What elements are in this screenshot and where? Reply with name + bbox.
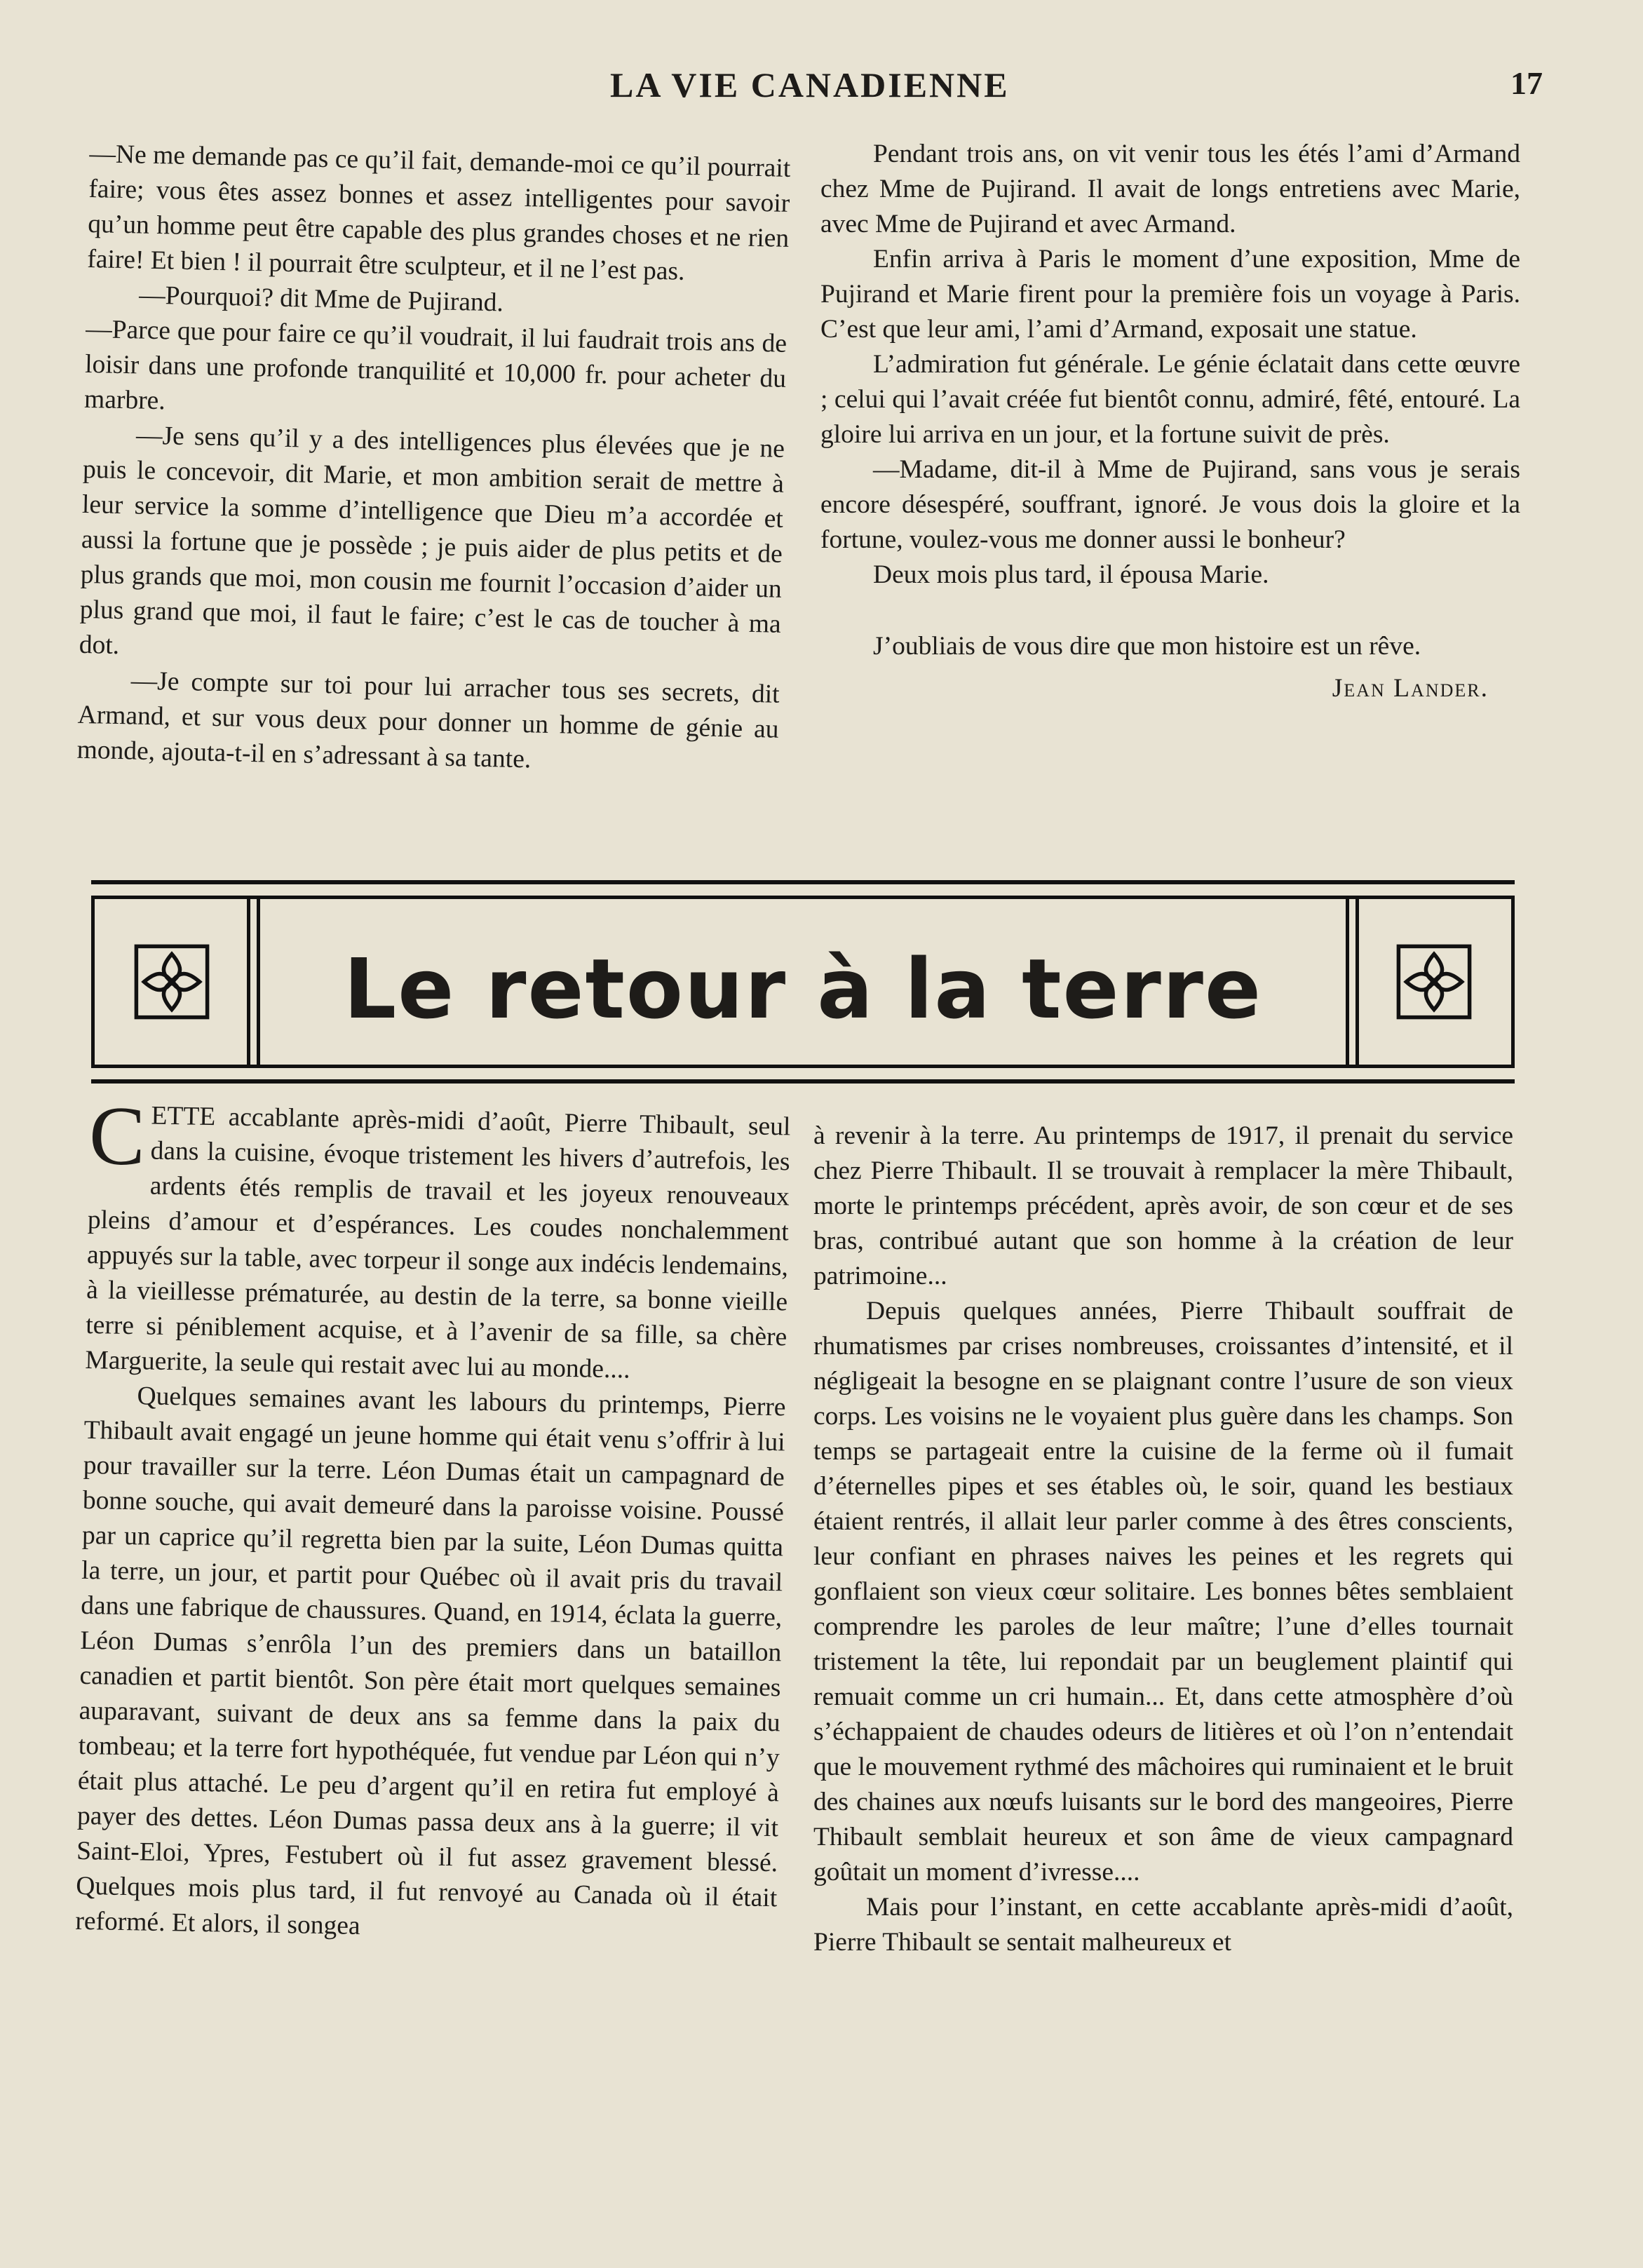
- paragraph: Quelques semaines avant les labours du printemps, Pierre Thibault avait engagé un jeune homme qui était venu s’offrir à lui pour travailler sur la terre. Léon Dumas était un campagnard de bonne souche, qui avait demeuré dans la paroisse voisine. Poussé par un caprice qu’il regretta bien par la suite, Léon Dumas quitta la terre, un jour, et partit pour Québec où il avait pris du travail dans une fabrique de chaussures. Quand, en 1914, éclata la guerre, Léon Dumas s’enrôla l’un des premiers dans un bataillon canadien et partit bientôt. Son père était mort quelques semaines auparavant, suivant de deux ans sa femme dans la paix du tombeau; et la terre fort hypothéquée, fut vendue par Léon qui n’y était plus attaché. Le peu d’argent qu’il en retira fut employé à payer des dettes. Léon Dumas passa deux ans à la guerre; il vit Saint-Eloi, Ypres, Festubert où il fut assez gravement blessé. Quelques mois plus tard, il fut renvoyé au Canada où il était reformé. Et alors, il songea: [75, 1382, 786, 1940]
- drop-cap: C: [88, 1088, 147, 1183]
- article-title-banner: [91, 880, 1515, 1084]
- author-signature: Jean Lander.: [1332, 674, 1489, 703]
- four-petal-ornament-icon: [1395, 943, 1473, 1020]
- paragraph-text: ETTE accablante après-midi d’août, Pierre Thibault, seul dans la cuisine, évoque tristement les hivers d’autrefois, les ardents étés remplis de travail et les joyeux renouveaux pleins d’amour et d’espérances. Les coudes nonchalemment appuyés sur la table, avec torpeur il songe aux indécis lendemains, à la vieillesse prématurée, au destin de la terre, sa bonne vieille terre si péniblement acquise, et à l’avenir de sa fille, sa chère Marguerite, la seule qui restait avec lui au monde....: [85, 1101, 791, 1384]
- paragraph: —Je sens qu’il y a des intelligences plus élevées que je ne puis le concevoir, dit Marie, et mon ambition serait de mettre à leur service la somme d’intelligence que Dieu m’a accordée et aussi la fortune que je possède ; je puis aider de plus petits et de plus grands que moi, mon cousin me fournit l’occasion d’aider un plus grand que moi, il faut le faire; c’est le cas de toucher à ma dot.: [79, 421, 785, 661]
- page-number: 17: [1510, 65, 1543, 101]
- paragraph: —Madame, dit-il à Mme de Pujirand, sans vous je serais encore désespéré, souffrant, ignoré. Je vous dois la gloire et la fortune, voulez-vous me donner aussi le bonheur?: [820, 455, 1520, 554]
- story-left-column: [76, 137, 791, 783]
- paragraph: Enfin arriva à Paris le moment d’une exposition, Mme de Pujirand et Marie firent pour la première fois un voyage à Paris. C’est que leur ami, l’ami d’Armand, exposait une statue.: [820, 245, 1520, 344]
- paragraph: à revenir à la terre. Au printemps de 1917, il prenait du service chez Pierre Thibault. Il se trouvait à remplacer la mère Thibault, morte le printemps précédent, après avoir, de son cœur et de ses bras, contribué autant que son homme à la création de leur patrimoine...: [813, 1121, 1513, 1290]
- paragraph: —Pourquoi? dit Mme de Pujirand.: [138, 281, 504, 318]
- four-petal-ornament-icon: [133, 943, 210, 1020]
- article-right-column: [813, 1119, 1513, 1960]
- paragraph: —Ne me demande pas ce qu’il fait, demande-moi ce qu’il pourrait faire; vous êtes assez bonnes et assez intelligentes pour savoir qu’un homme peut être capable des plus grandes choses et ne rien faire! Et bien ! il pourrait être sculpteur, et il ne l’est pas.: [86, 139, 791, 286]
- article-left-column: [75, 1088, 791, 1951]
- paragraph: Pendant trois ans, on vit venir tous les étés l’ami d’Armand chez Mme de Pujirand. Il avait de longs entretiens avec Marie, avec Mme de Pujirand et avec Armand.: [820, 140, 1520, 238]
- page-header: [98, 65, 1543, 107]
- paragraph: [85, 1088, 791, 1390]
- paragraph: Depuis quelques années, Pierre Thibault souffrait de rhumatismes par crises nombreuses, croissantes d’intensité, et il négligeait la besogne en se plaignant contre l’usure de son vieux corps. Les voisins ne le voyaient plus guère dans les champs. Son temps se partageait entre la cuisine de la ferme où il fumait d’éternelles pipes et ses étables où, le soir, quand les bestiaux étaient rentrés, il allait leur parler comme à des êtres conscients, leur confiant en phrases naives les peines et les regrets qui gonflaient son vieux cœur solitaire. Les bonnes bêtes semblaient comprendre les paroles de leur maître; l’une d’elles tournait tristement la tête, lui repondait par un beuglement plaintif qui remuait comme un cri humain... Et, dans cette atmosphère d’où s’échappaient de chaudes odeurs de litières et où l’on n’entendait que le mouvement rythmé des mâchoires qui ruminaient et le bruit des chaines aux nœufs luisants sur le bord des mangeoires, Pierre Thibault semblait heureux et son âme de vieux campagnard goûtait un moment d’ivresse....: [813, 1297, 1513, 1886]
- magazine-title: LA VIE CANADIENNE: [610, 65, 1010, 104]
- banner-divider-left: [247, 896, 250, 1068]
- article-title: Le retour à la terre: [344, 940, 1262, 1037]
- paragraph: Deux mois plus tard, il épousa Marie.: [873, 560, 1269, 589]
- banner-divider-right: [1355, 896, 1359, 1068]
- paragraph: —Je compte sur toi pour lui arracher tous ses secrets, dit Armand, et sur vous deux pour donner un homme de génie au monde, ajouta-t-il en s’adressant à sa tante.: [76, 666, 780, 774]
- story-right-column: [820, 137, 1520, 706]
- paragraph: —Parce que pour faire ce qu’il voudrait, il lui faudrait trois ans de loisir dans une profonde tranquilité et 10,000 fr. pour acheter du marbre.: [83, 314, 787, 416]
- paragraph: L’admiration fut générale. Le génie éclatait dans cette œuvre ; celui qui l’avait créée fut bientôt connu, admiré, fêté, entouré. La gloire lui arriva en un jour, et la fortune suivit de près.: [820, 350, 1520, 449]
- paragraph: Mais pour l’instant, en cette accablante après-midi d’août, Pierre Thibault se sentait malheureux et: [813, 1893, 1513, 1957]
- paragraph: J’oubliais de vous dire que mon histoire est un rêve.: [873, 632, 1421, 661]
